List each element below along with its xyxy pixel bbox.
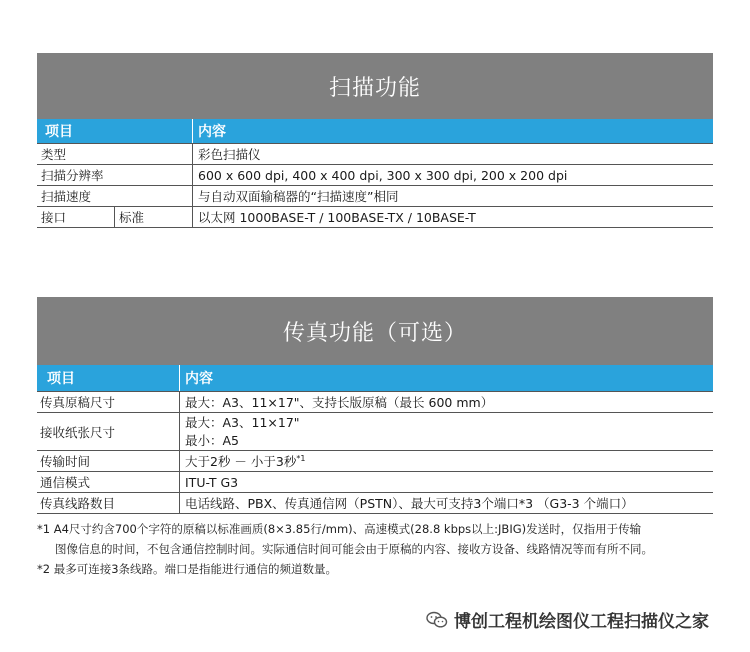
row-item-label: 传输时间: [40, 454, 91, 469]
row-item-cell: [37, 207, 193, 227]
table-row: [37, 144, 713, 165]
fax-header-item: [37, 365, 180, 391]
row-value: 600 x 600 dpi, 400 x 400 dpi, 300 x 300 dpi, 200 x 200 dpi: [198, 167, 568, 183]
footnote-1-line-2: 图像信息的时间，不包含通信控制时间。实际通信时间可能会由于原稿的内容、接收方设备、线路情况等而有所不同。: [55, 542, 653, 556]
row-value-secondary: 最小：A5: [185, 432, 240, 448]
table-row: [37, 472, 713, 493]
row-item-cell: [37, 451, 180, 471]
scan-title: 扫描功能: [328, 75, 421, 101]
footnotes: [37, 519, 717, 579]
row-item-label-main: [37, 207, 115, 227]
row-item-label: 接收纸张尺寸: [40, 424, 116, 440]
wechat-icon: [426, 611, 448, 629]
row-value: 最大：A3、11×17": [185, 414, 300, 430]
row-value-cell: [180, 451, 305, 471]
row-item-cell: [37, 186, 193, 206]
row-item-cell: [37, 165, 193, 185]
fax-section: [37, 297, 713, 514]
row-item-label: 通信模式: [40, 475, 91, 490]
row-item-label: 传真线路数目: [40, 496, 116, 511]
scan-header-content-label: 内容: [198, 124, 226, 140]
footnote-marker: *1: [296, 453, 306, 463]
row-item-label: 传真原稿尺寸: [40, 395, 116, 410]
table-row: [37, 493, 713, 514]
row-value-cell: [193, 186, 398, 206]
row-value: 彩色扫描仪: [198, 147, 261, 162]
scan-header-content: [193, 119, 226, 143]
fax-table-body: [37, 391, 713, 514]
fax-header-content: [180, 365, 213, 391]
row-item-label: 类型: [41, 147, 67, 162]
row-item-cell: [37, 144, 193, 164]
row-value: ITU-T G3: [185, 474, 239, 490]
table-row: [37, 413, 713, 451]
table-row: [37, 165, 713, 186]
row-value: 以太网 1000BASE-T / 100BASE-TX / 10BASE-T: [198, 210, 476, 225]
row-value: 电话线路、PBX、传真通信网（PSTN）、最大可支持3个端口*3 （G3-3 个端口）: [185, 496, 634, 511]
row-item-label: 扫描速度: [41, 189, 92, 204]
row-value-cell: [180, 413, 300, 450]
row-value: [185, 452, 305, 470]
table-row: [37, 451, 713, 472]
row-item-cell: [37, 392, 180, 412]
scan-header-item: [37, 119, 193, 143]
row-item-sublabel: 标准: [119, 210, 145, 225]
row-value-cell: [193, 144, 261, 164]
row-item-label: 接口: [41, 210, 67, 225]
watermark-text: 博创工程机绘图仪工程扫描仪之家: [454, 612, 709, 632]
scan-title-banner: [37, 53, 713, 119]
watermark: [426, 607, 709, 632]
row-value-cell: [193, 207, 476, 227]
row-value-cell: [180, 472, 238, 492]
scan-header-item-label: 项目: [45, 124, 73, 140]
scan-section: [37, 53, 713, 228]
row-value-cell: [180, 392, 493, 412]
footnote-2: *2 最多可连接3条线路。端口是指能进行通信的频道数量。: [37, 562, 338, 576]
fax-header-content-label: 内容: [185, 371, 213, 387]
fax-title: 传真功能（可选）: [282, 320, 467, 346]
scan-header-row: [37, 119, 713, 143]
row-item-label: 扫描分辨率: [41, 168, 104, 183]
fax-title-banner: [37, 297, 713, 365]
scan-table-body: [37, 143, 713, 228]
fax-header-row: [37, 365, 713, 391]
footnote-1-line-1: *1 A4尺寸约含700个字符的原稿以标准画质(8×3.85行/mm)、高速模式(28.8 kbps以上:JBIG)发送时，仅指用于传输: [37, 522, 642, 536]
row-item-cell: [37, 472, 180, 492]
row-value-text: 大于2秒 － 小于3秒: [185, 454, 297, 469]
fax-header-item-label: 项目: [47, 371, 75, 387]
table-row: [37, 392, 713, 413]
row-item-cell: [37, 493, 180, 513]
row-item-label-sub: [115, 207, 192, 227]
row-value-cell: [180, 493, 634, 513]
row-value-cell: [193, 165, 567, 185]
table-row: [37, 186, 713, 207]
row-value: 与自动双面输稿器的“扫描速度”相同: [198, 189, 399, 204]
row-item-cell: [37, 413, 180, 450]
row-value: 最大：A3、11×17"、支持长版原稿（最长 600 mm）: [185, 395, 494, 410]
table-row: [37, 207, 713, 228]
